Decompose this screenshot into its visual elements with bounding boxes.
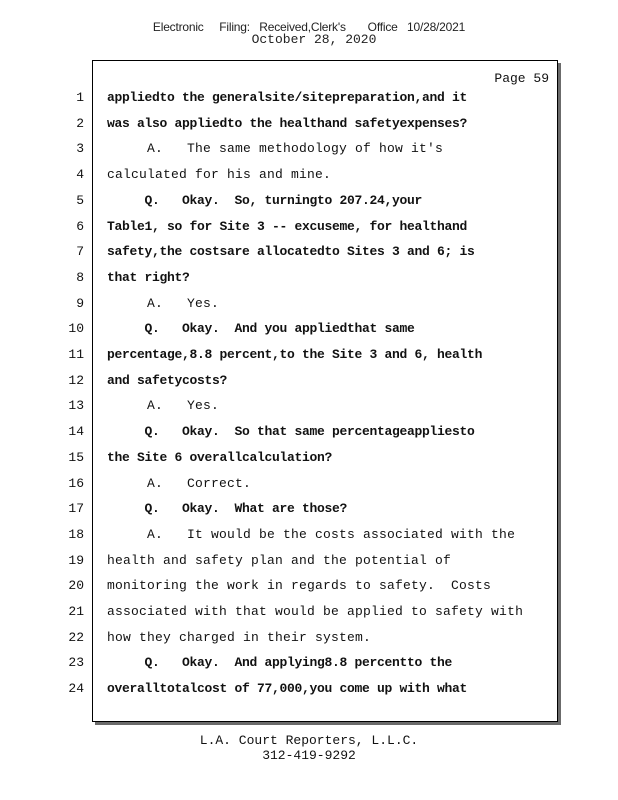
line-number: 18 [68,526,84,542]
transcript-line: was also appliedto the healthand safetyexpenses? [107,115,468,131]
line-number: 7 [76,244,84,260]
line-number: 22 [68,629,84,645]
line-number: 13 [68,398,84,414]
transcript-line: Q. Okay. So, turningto 207.24,your [107,192,423,208]
transcript-line: Q. Okay. So that same percentageappliesto [107,424,475,440]
reporter-phone: 312-419-9292 [262,748,356,763]
line-number: 17 [68,501,84,517]
line-number: 19 [68,552,84,568]
transcript-line: percentage,8.8 percent,to the Site 3 and 6, health [107,347,483,362]
line-number: 1 [76,90,84,105]
line-number: 21 [68,604,84,619]
transcript-line: how they charged in their system. [107,629,372,645]
transcript-line: safety,the costsare allocatedto Sites 3 and 6; is [107,244,475,260]
line-number: 12 [68,372,84,388]
transcript-line: Table1, so for Site 3 -- excuseme, for healthand [107,218,468,234]
transcript-line: Q. Okay. What are those? [107,501,348,517]
transcript-line: that right? [107,269,190,285]
line-number: 4 [76,167,84,183]
page-number: Page 59 [494,71,549,86]
line-number: 5 [76,192,84,208]
transcript-line: appliedto the generalsite/sitepreparation,and it [107,90,468,105]
line-number: 16 [68,475,84,491]
transcript-line: A. The same methodology of how it's [107,141,444,157]
line-number: 14 [68,424,84,440]
line-number: 10 [68,321,84,337]
transcript-line: A. Correct. [107,475,252,491]
line-number: 20 [68,578,84,594]
filing-stamp: Electronic Filing: Received,Clerk's Office 10/28/2021 [152,20,466,34]
transcript-line: health and safety plan and the potential of [107,552,452,568]
transcript-date: October 28, 2020 [251,32,377,47]
line-number: 11 [68,347,84,362]
transcript-line: associated with that would be applied to safety with [107,604,524,619]
transcript-line: A. Yes. [107,295,220,311]
line-number: 2 [76,115,84,131]
line-number: 6 [76,218,84,234]
reporter-company: L.A. Court Reporters, L.L.C. [199,733,419,748]
transcript-line: and safetycosts? [107,372,228,388]
line-number: 15 [68,449,84,465]
transcript-line: the Site 6 overallcalculation? [107,449,333,465]
footer [0,733,618,763]
transcript-line: monitoring the work in regards to safety. Costs [107,578,492,594]
line-number: 24 [68,681,84,697]
transcript-line: Q. Okay. And you appliedthat same [107,321,415,337]
line-number: 8 [76,269,84,285]
transcript-line: A. It would be the costs associated with the [107,526,516,542]
line-number: 23 [68,655,84,671]
transcript-page [92,60,558,722]
filing-header [0,20,618,47]
transcript-line: calculated for his and mine. [107,167,332,183]
line-number: 3 [76,141,84,157]
transcript-line: Q. Okay. And applying8.8 percentto the [107,655,453,671]
line-number: 9 [76,295,84,311]
transcript-line: A. Yes. [107,398,220,414]
transcript-line: overalltotalcost of 77,000,you come up with what [107,681,468,697]
